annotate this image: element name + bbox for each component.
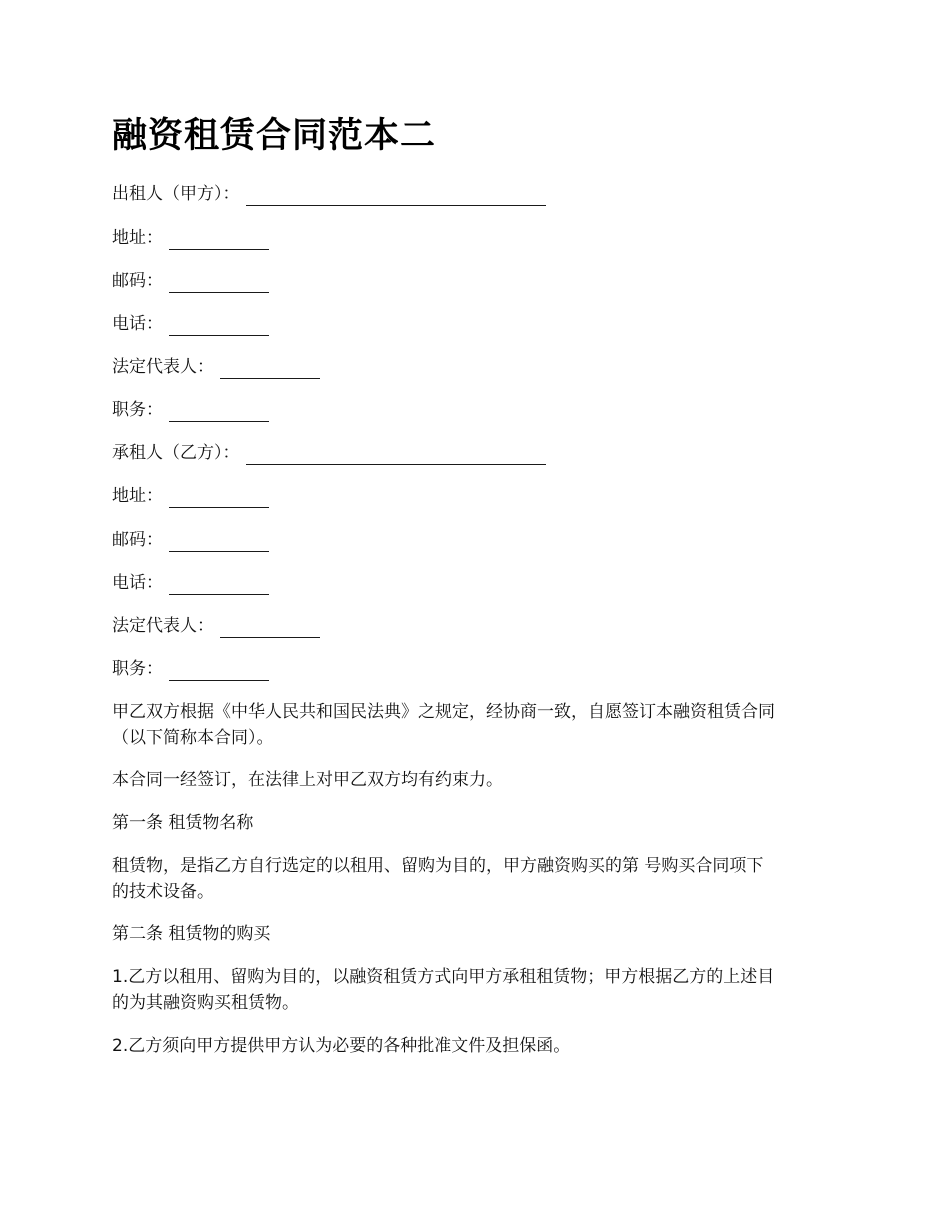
lessee-postcode-label: 邮码： [112,530,163,550]
lessee-legal-rep-field [112,612,320,638]
lessee-phone-label: 电话： [112,573,163,593]
lessor-phone-field [112,310,269,336]
lessee-position-label: 职务： [112,659,163,679]
lessor-address-field [112,224,269,250]
document-title: 融资租赁合同范本二 [112,116,437,156]
lessor-address-blank [169,229,269,250]
lessor-party-label: 出租人（甲方）： [112,184,240,204]
lessor-phone-blank [169,315,269,336]
lessor-phone-label: 电话： [112,314,163,334]
article-1-line-1: 租赁物，是指乙方自行选定的以租用、留购为目的，甲方融资购买的第 号购买合同项下 [112,856,764,876]
lessee-position-blank [169,660,269,681]
lessee-address-field [112,482,269,508]
lessee-party-blank [246,444,546,465]
lessee-postcode-field [112,526,269,552]
preamble-paragraph [112,699,842,751]
lessor-address-label: 地址： [112,228,163,248]
lessee-legal-rep-blank [220,617,320,638]
lessor-legal-rep-label: 法定代表人： [112,357,214,377]
preamble-line-1: 甲乙双方根据《中华人民共和国民法典》之规定，经协商一致，自愿签订本融资租赁合同 [112,702,775,722]
lessor-position-label: 职务： [112,400,163,420]
lessor-postcode-blank [169,272,269,293]
lessee-phone-field [112,569,269,595]
lessor-postcode-field [112,267,269,293]
lessor-legal-rep-field [112,353,320,379]
lessee-address-label: 地址： [112,486,163,506]
lessor-party-blank [246,185,546,206]
article-2-item-1 [112,964,842,1016]
lessee-party-field [112,439,546,465]
article-2-item-1-line-1: 1.乙方以租用、留购为目的，以融资租赁方式向甲方承租租赁物；甲方根据乙方的上述目 [112,967,775,987]
lessor-position-field [112,396,269,422]
lessee-phone-blank [169,574,269,595]
lessor-party-field [112,180,546,206]
article-2-heading: 第二条 租赁物的购买 [112,924,271,944]
lessee-party-label: 承租人（乙方）： [112,443,240,463]
binding-statement: 本合同一经签订，在法律上对甲乙双方均有约束力。 [112,770,503,790]
lessee-postcode-blank [169,531,269,552]
article-1-heading: 第一条 租赁物名称 [112,813,254,833]
lessee-legal-rep-label: 法定代表人： [112,616,214,636]
preamble-line-2: （以下简称本合同）。 [112,728,274,748]
article-1-paragraph [112,853,842,905]
article-2-item-1-line-2: 的为其融资购买租赁物。 [112,993,299,1013]
article-1-line-2: 的技术设备。 [112,882,214,902]
article-2-item-2: 2.乙方须向甲方提供甲方认为必要的各种批准文件及担保函。 [112,1036,571,1056]
lessee-position-field [112,655,269,681]
lessor-postcode-label: 邮码： [112,271,163,291]
lessor-position-blank [169,401,269,422]
lessee-address-blank [169,487,269,508]
lessor-legal-rep-blank [220,358,320,379]
